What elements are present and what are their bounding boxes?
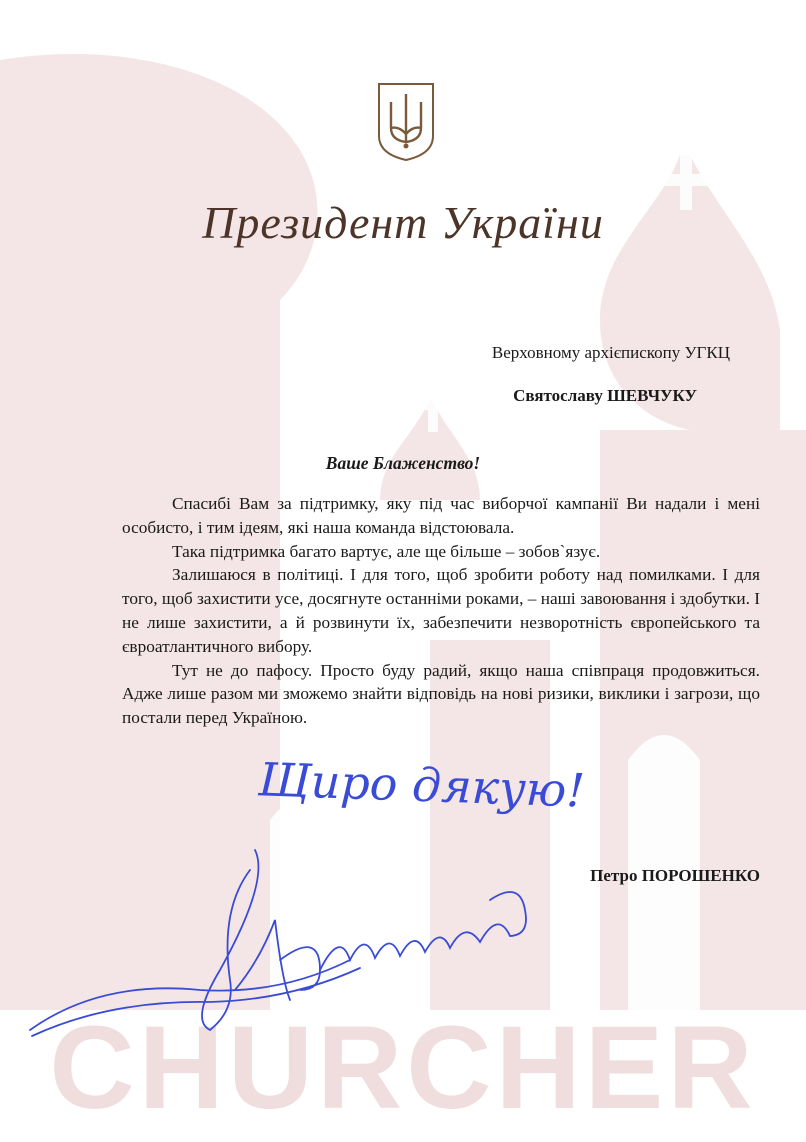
body-paragraph: Тут не до пафосу. Просто буду радий, якщо наша співпраця продовжиться. Адже лише разом ми зможемо знайти відповідь на нові ризики, виклики і загрози, що постали перед Україною. <box>122 660 760 728</box>
addressee-title: Верховному архієпископу УГКЦ <box>491 343 730 362</box>
signature <box>20 840 540 1100</box>
trident-icon <box>375 80 437 162</box>
salutation: Ваше Блаженство! <box>325 453 481 473</box>
letter-body <box>122 492 760 730</box>
body-paragraph: Залишаюся в політиці. І для того, щоб зробити роботу над помилками. І для того, щоб захистити усе, досягнуте останніми роками, – наші завоювання і здобутки. І не лише захистити, а й розвинути їх, забезпечити незворотність європейського та євроатлантичного вибору. <box>122 565 760 656</box>
body-paragraph: Спасибі Вам за підтримку, яку під час виборчої кампанії Ви надали і мені особисто, і тим ідеям, які наша команда відстоювала. <box>122 494 760 537</box>
handwritten-note-text: Щиро дякую! <box>257 752 586 818</box>
watermark-text: CHURCHER <box>49 1002 757 1134</box>
signer-name: Петро ПОРОШЕНКО <box>590 866 760 885</box>
addressee-name: Святославу ШЕВЧУКУ <box>513 386 697 405</box>
body-paragraph: Така підтримка багато вартує, але ще більше – зобов`язує. <box>172 541 601 561</box>
handwritten-note <box>250 732 710 832</box>
letterhead-title: Президент України <box>202 197 604 248</box>
